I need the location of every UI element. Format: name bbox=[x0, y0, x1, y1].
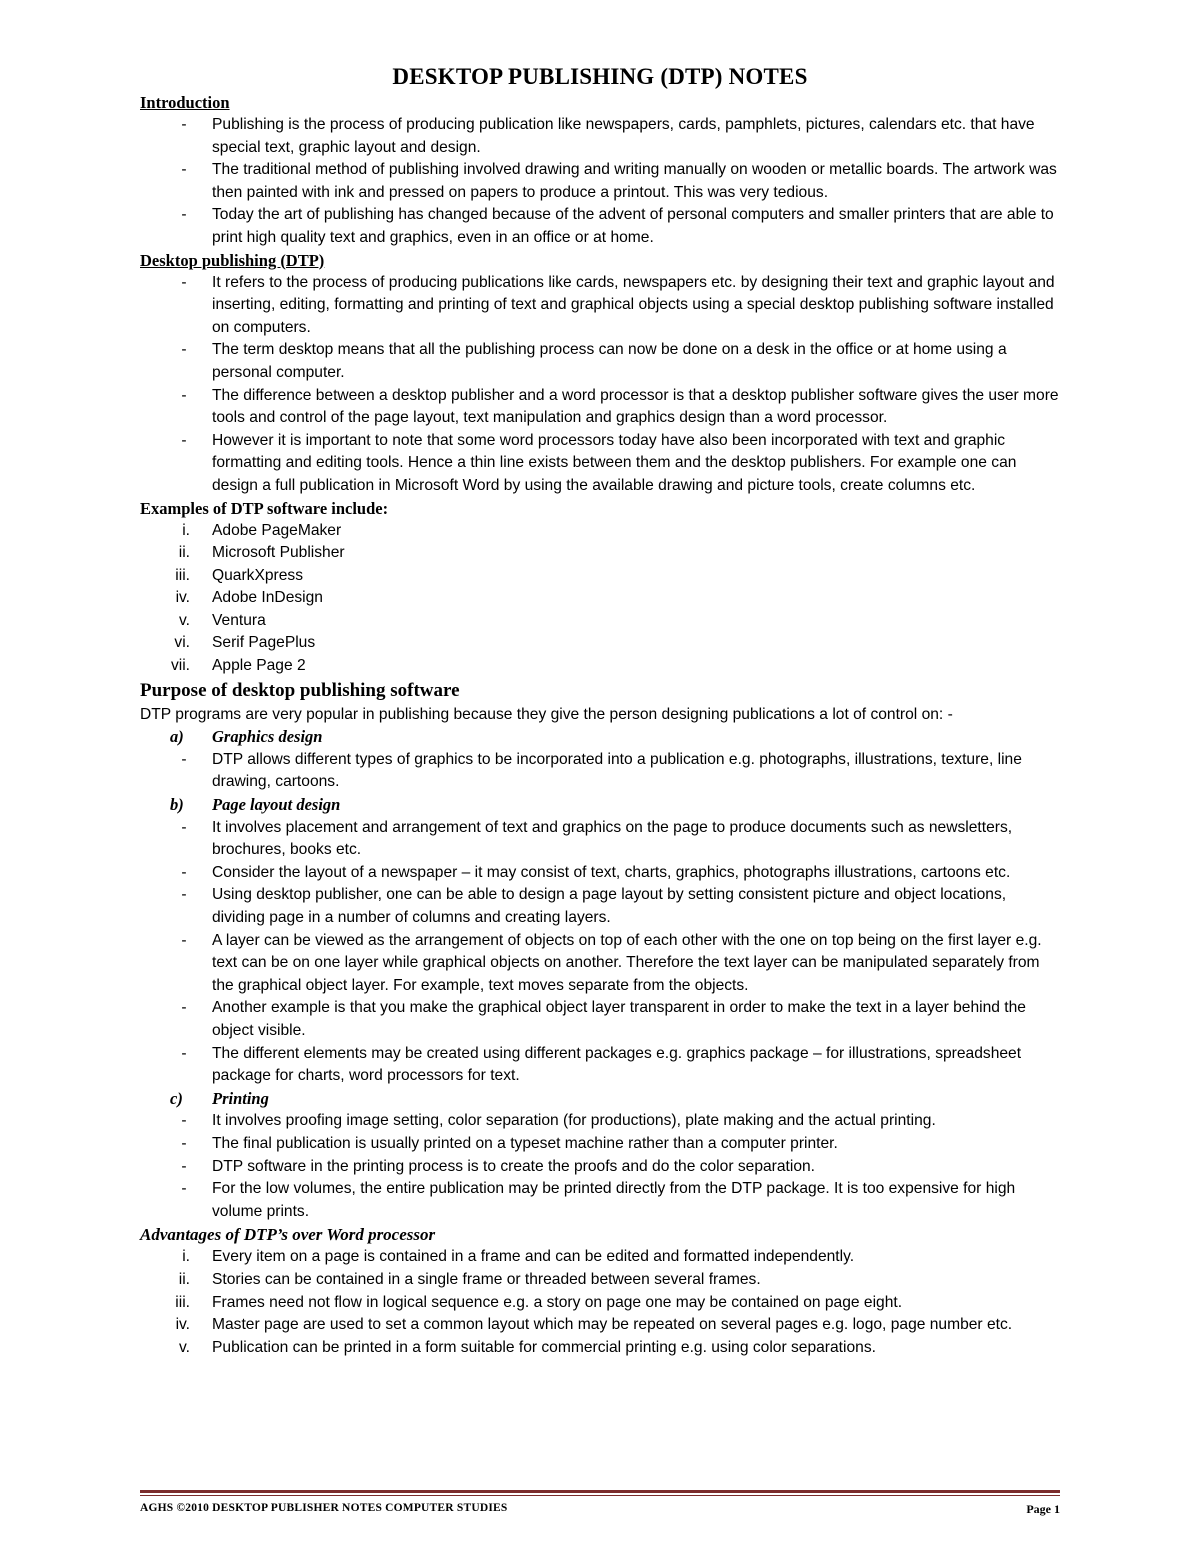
list-item bbox=[140, 930, 1060, 998]
page-number: Page 1 bbox=[1026, 1502, 1060, 1516]
list-item bbox=[140, 1043, 1060, 1088]
list-item bbox=[140, 339, 1060, 384]
footer-divider bbox=[140, 1490, 1060, 1493]
list-item bbox=[140, 542, 1060, 565]
dash-bullet: - bbox=[181, 1044, 187, 1062]
section-heading-dtp: Desktop publishing (DTP) bbox=[140, 250, 325, 270]
section-heading-introduction: Introduction bbox=[140, 93, 230, 112]
dash-bullet: - bbox=[181, 818, 187, 836]
subsection-heading-page-layout bbox=[140, 794, 1060, 817]
list-item-text: The different elements may be created using different packages e.g. graphics package – for illustrations, spreadsheet package for charts, word processors for text. bbox=[212, 1044, 1022, 1085]
list-item-text: Publication can be printed in a form suitable for commercial printing e.g. using color separations. bbox=[212, 1338, 876, 1356]
list-item-text: Apple Page 2 bbox=[212, 657, 306, 675]
dash-bullet: - bbox=[181, 1134, 187, 1152]
dash-bullet: - bbox=[181, 1112, 187, 1130]
dash-bullet: - bbox=[181, 1180, 187, 1198]
dash-bullet: - bbox=[181, 999, 187, 1017]
list-item-text: Stories can be contained in a single frame or threaded between several frames. bbox=[212, 1270, 761, 1288]
list-item bbox=[140, 862, 1060, 885]
list-item bbox=[140, 520, 1060, 543]
list-item-text: Frames need not flow in logical sequence e.g. a story on page one may be contained on page eight. bbox=[212, 1293, 903, 1311]
footer-text: AGHS ©2010 DESKTOP PUBLISHER NOTES COMPUTER STUDIES bbox=[140, 1502, 508, 1514]
roman-numeral: ii. bbox=[178, 544, 190, 562]
list-item-text: Another example is that you make the graphical object layer transparent in order to make the text in a layer behind the object visible. bbox=[212, 999, 1026, 1039]
list-item bbox=[140, 272, 1060, 340]
subsection-letter: a) bbox=[170, 727, 184, 747]
subsection-letter: b) bbox=[170, 795, 184, 815]
list-item bbox=[140, 997, 1060, 1042]
roman-numeral: i. bbox=[182, 1248, 190, 1266]
dash-bullet: - bbox=[181, 863, 187, 881]
list-item bbox=[140, 204, 1060, 249]
list-item bbox=[140, 1292, 1060, 1315]
footer-divider-thin bbox=[140, 1495, 1060, 1496]
page-content bbox=[140, 62, 1060, 1359]
list-item-text: QuarkXpress bbox=[212, 566, 303, 584]
subsection-title: Graphics design bbox=[212, 727, 323, 747]
list-item-text: Consider the layout of a newspaper – it may consist of text, charts, graphics, photographs illustrations, cartoons etc. bbox=[212, 863, 1011, 881]
list-item-text: The term desktop means that all the publishing process can now be done on a desk in the office or at home using a personal computer. bbox=[212, 341, 1007, 381]
list-item-text: A layer can be viewed as the arrangement of objects on top of each other with the one on top being on the first layer e.g. text can be on one layer while graphical objects on another. Therefore the text layer can be manipulated separately from the graphical object layer. For example, text moves separate from the objects. bbox=[212, 931, 1042, 994]
list-item bbox=[140, 1269, 1060, 1292]
list-item bbox=[140, 565, 1060, 588]
list-item-text: It involves proofing image setting, color separation (for productions), plate making and the actual printing. bbox=[212, 1112, 936, 1130]
list-item-text: Ventura bbox=[212, 611, 266, 629]
list-item-text: Every item on a page is contained in a frame and can be edited and formatted independently. bbox=[212, 1248, 855, 1266]
list-item bbox=[140, 1178, 1060, 1223]
page-title: DESKTOP PUBLISHING (DTP) NOTES bbox=[392, 64, 808, 89]
dash-bullet: - bbox=[181, 931, 187, 949]
list-item-text: The final publication is usually printed on a typeset machine rather than a computer printer. bbox=[212, 1134, 838, 1152]
list-item bbox=[140, 817, 1060, 862]
list-item-text: Publishing is the process of producing publication like newspapers, cards, pamphlets, pictures, calendars etc. that have special text, graphic layout and design. bbox=[212, 116, 1035, 156]
list-item bbox=[140, 587, 1060, 610]
list-item-text: DTP software in the printing process is to create the proofs and do the color separation. bbox=[212, 1157, 816, 1175]
roman-numeral: ii. bbox=[178, 1270, 190, 1288]
roman-numeral: iii. bbox=[175, 566, 190, 584]
section-heading-examples: Examples of DTP software include: bbox=[140, 498, 389, 518]
dash-bullet: - bbox=[181, 386, 187, 404]
roman-numeral: iv. bbox=[175, 589, 190, 607]
roman-numeral: vii. bbox=[170, 657, 190, 675]
list-item-text: However it is important to note that some word processors today have also been incorporated with text and graphic formatting and editing tools. Hence a thin line exists between them and the desktop publishers. For example one can design a full publication in Microsoft Word by using the available drawing and picture tools, create columns etc. bbox=[212, 431, 1017, 494]
list-item-text: Using desktop publisher, one can be able to design a page layout by setting consistent picture and object locations, dividing page in a number of columns and creating layers. bbox=[212, 886, 1007, 926]
list-item bbox=[140, 1110, 1060, 1133]
list-item bbox=[140, 430, 1060, 498]
purpose-intro: DTP programs are very popular in publishing because they give the person designing publications a lot of control on: - bbox=[140, 705, 953, 723]
dash-bullet: - bbox=[181, 431, 187, 449]
subsection-title: Printing bbox=[212, 1088, 269, 1108]
dash-bullet: - bbox=[181, 886, 187, 904]
list-item bbox=[140, 1337, 1060, 1360]
list-item bbox=[140, 632, 1060, 655]
list-item bbox=[140, 114, 1060, 159]
dash-bullet: - bbox=[181, 1157, 187, 1175]
subsection-heading-graphics bbox=[140, 726, 1060, 749]
subsection-title: Page layout design bbox=[212, 795, 341, 815]
roman-numeral: vi. bbox=[174, 634, 190, 652]
list-item bbox=[140, 1246, 1060, 1269]
list-item-text: DTP allows different types of graphics to be incorporated into a publication e.g. photographs, illustrations, texture, line drawing, cartoons. bbox=[212, 750, 1022, 791]
list-item-text: Today the art of publishing has changed because of the advent of personal computers and smaller printers that are able to print high quality text and graphics, even in an office or at home. bbox=[212, 206, 1054, 246]
list-item-text: It involves placement and arrangement of text and graphics on the page to produce documents such as newsletters, brochures, books etc. bbox=[212, 818, 1013, 859]
list-item-text: Serif PagePlus bbox=[212, 634, 316, 652]
dash-bullet: - bbox=[181, 116, 187, 133]
roman-numeral: v. bbox=[179, 611, 190, 629]
list-item-text: Adobe PageMaker bbox=[212, 521, 342, 539]
section-heading-purpose: Purpose of desktop publishing software bbox=[140, 679, 460, 701]
list-item bbox=[140, 159, 1060, 204]
dash-bullet: - bbox=[181, 161, 187, 179]
dash-bullet: - bbox=[181, 750, 187, 768]
list-item bbox=[140, 1314, 1060, 1337]
roman-numeral: i. bbox=[182, 521, 190, 539]
list-item-text: Microsoft Publisher bbox=[212, 544, 345, 562]
subsection-heading-printing bbox=[140, 1088, 1060, 1111]
list-item bbox=[140, 655, 1060, 678]
list-item bbox=[140, 610, 1060, 633]
list-item-text: The traditional method of publishing involved drawing and writing manually on wooden or metallic boards. The artwork was then painted with ink and pressed on papers to produce a printout. This was very tedious. bbox=[212, 161, 1057, 201]
roman-numeral: iv. bbox=[175, 1316, 190, 1334]
roman-numeral: v. bbox=[179, 1338, 190, 1356]
list-item bbox=[140, 385, 1060, 430]
list-item-text: Adobe InDesign bbox=[212, 589, 323, 607]
list-item-text: The difference between a desktop publisher and a word processor is that a desktop publisher software gives the user more tools and control of the page layout, text manipulation and graphics design than a word processor. bbox=[212, 386, 1059, 427]
dash-bullet: - bbox=[181, 273, 187, 291]
list-item bbox=[140, 749, 1060, 794]
dash-bullet: - bbox=[181, 341, 187, 359]
roman-numeral: iii. bbox=[175, 1293, 190, 1311]
list-item bbox=[140, 1133, 1060, 1156]
list-item-text: Master page are used to set a common layout which may be repeated on several pages e.g. logo, page number etc. bbox=[212, 1316, 1013, 1334]
list-item-text: For the low volumes, the entire publication may be printed directly from the DTP package. It is too expensive for high volume prints. bbox=[212, 1180, 1016, 1220]
list-item-text: It refers to the process of producing publications like cards, newspapers etc. by designing their text and graphic layout and inserting, editing, formatting and printing of text and graphical objects using a special desktop publishing software installed on computers. bbox=[212, 273, 1055, 336]
dash-bullet: - bbox=[181, 206, 187, 224]
list-item bbox=[140, 884, 1060, 929]
list-item bbox=[140, 1156, 1060, 1179]
section-heading-advantages: Advantages of DTP’s over Word processor bbox=[140, 1225, 436, 1245]
subsection-letter: c) bbox=[170, 1088, 183, 1108]
